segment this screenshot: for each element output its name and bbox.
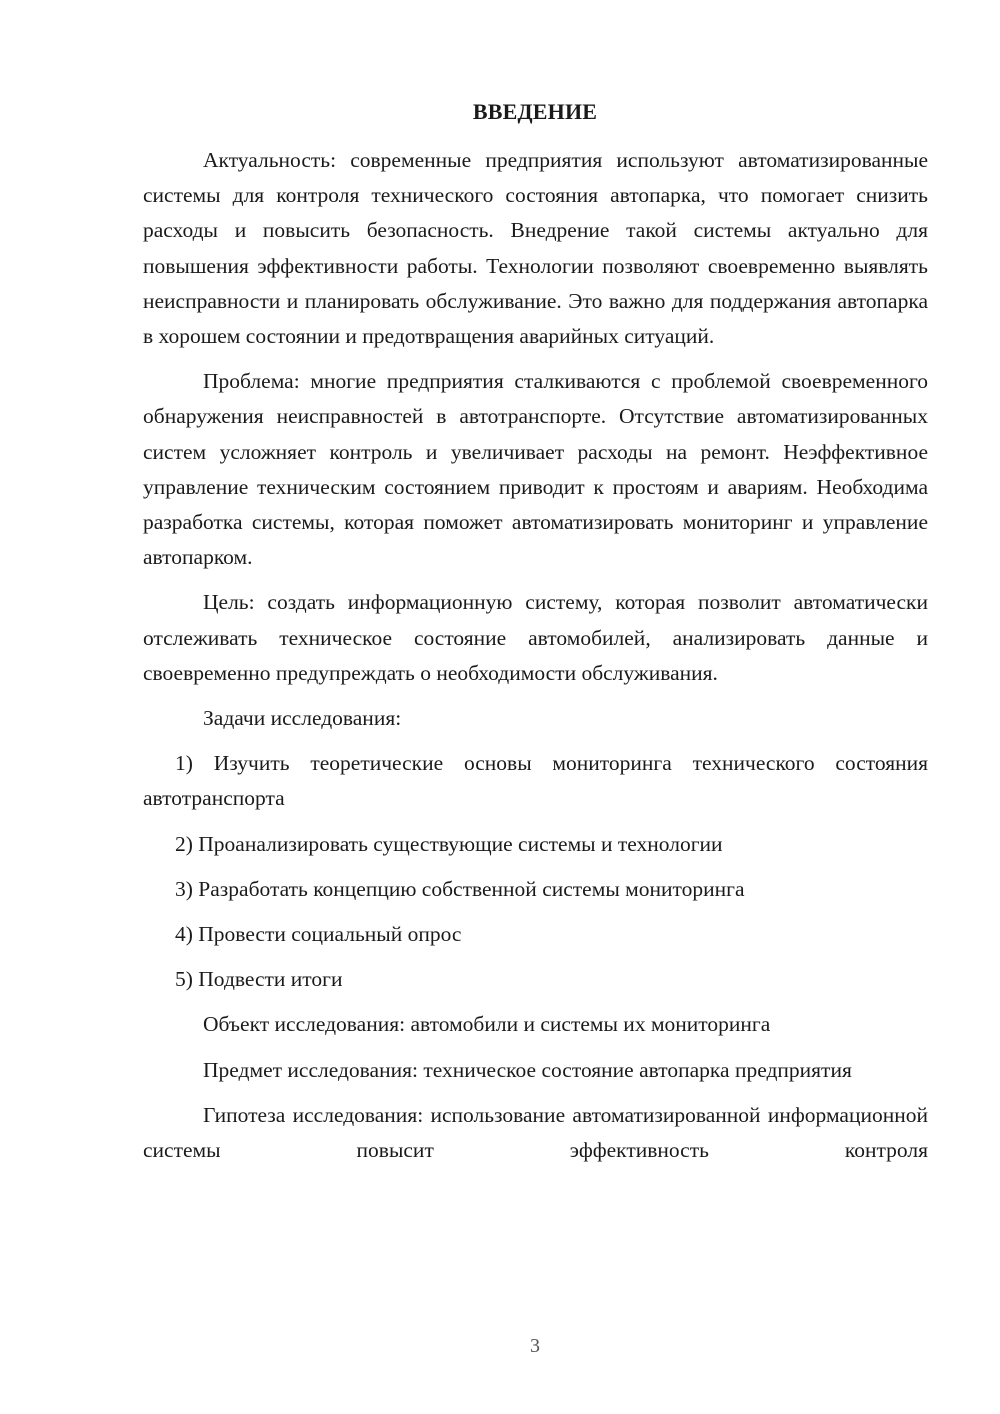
subject-paragraph: Предмет исследования: техническое состояние автопарка предприятия: [203, 1057, 852, 1082]
task-item: 3) Разработать концепцию собственной системы мониторинга: [175, 876, 745, 901]
task-item: 1) Изучить теоретические основы мониторинга технического состояния автотранспорта: [143, 751, 928, 811]
relevance-paragraph: Актуальность: современные предприятия используют автоматизированные системы для контроля технического состояния автопарка, что помогает снизить расходы и повысить безопасность. Внедрение такой системы актуально для повышения эффективности работы. Технологии позволяют своевременно выявлять неисправности и планировать обслуживание. Это важно для поддержания автопарка в хорошем состоянии и предотвращения аварийных ситуаций.: [143, 148, 928, 349]
tasks-heading: Задачи исследования:: [203, 706, 402, 731]
task-item: 4) Провести социальный опрос: [175, 922, 462, 947]
page-number: 3: [530, 1335, 540, 1357]
goal-paragraph: Цель: создать информационную систему, которая позволит автоматически отслеживать техническое состояние автомобилей, анализировать данные и своевременно предупреждать о необходимости обслуживания.: [143, 590, 928, 685]
section-title: ВВЕДЕНИЕ: [472, 99, 598, 124]
hypothesis-paragraph: Гипотеза исследования: использование автоматизированной информационной системы повысит эффективность контроля: [143, 1102, 928, 1163]
task-item: 2) Проанализировать существующие системы и технологии: [175, 831, 723, 856]
problem-paragraph: Проблема: многие предприятия сталкиваются с проблемой своевременного обнаружения неисправностей в автотранспорте. Отсутствие автоматизированных систем усложняет контроль и увеличивает расходы на ремонт. Неэффективное управление техническим состоянием приводит к простоям и авариям. Необходима разработка системы, которая поможет автоматизировать мониторинг и управление автопарком.: [143, 369, 928, 570]
body-text: [143, 143, 928, 1178]
task-item: 5) Подвести итоги: [175, 967, 343, 992]
object-paragraph: Объект исследования: автомобили и системы их мониторинга: [203, 1012, 771, 1037]
